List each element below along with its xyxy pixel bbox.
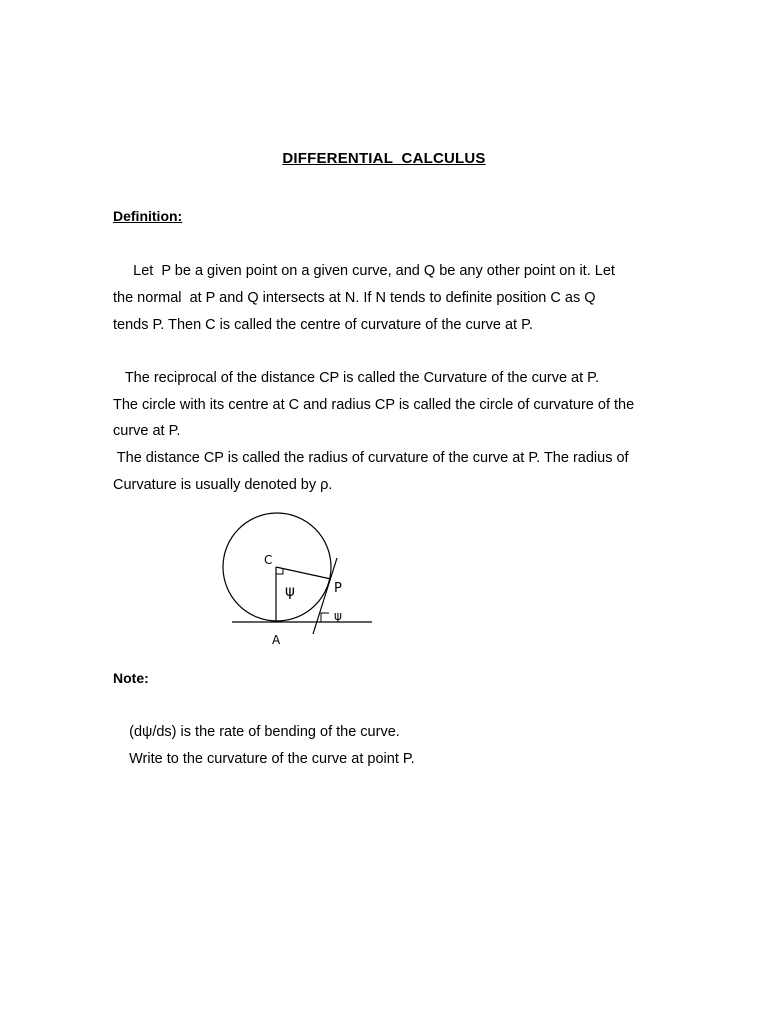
label-a: A [272,633,281,647]
definition-text-line: The reciprocal of the distance CP is called the Curvature of the curve at P. [113,370,600,386]
angle-mark-base [321,613,329,622]
note-text-line: Write to the curvature of the curve at point P. [113,751,415,767]
circle-of-curvature-diagram [220,510,380,650]
note-heading: Note: [113,670,149,686]
definition-text-line: The circle with its centre at C and radius CP is called the circle of curvature of the [113,397,635,413]
definition-text-line: Curvature is usually denoted by ρ. [113,477,333,493]
label-psi-inner: ψ [285,582,295,600]
note-text-line: (dψ/ds) is the rate of bending of the curve. [113,724,400,740]
radius-cp [276,567,331,579]
definition-text-line: the normal at P and Q intersects at N. If N tends to definite position C as Q [113,290,596,306]
page-title: DIFFERENTIAL CALCULUS [282,150,486,167]
definition-heading: Definition: [113,208,183,224]
definition-text-line: curve at P. [113,423,181,439]
label-p: P [334,581,342,596]
definition-text-line: tends P. Then C is called the centre of curvature of the curve at P. [113,317,533,333]
label-c: C [264,553,273,567]
label-psi-outer: ψ [334,609,342,623]
definition-text-line: Let P be a given point on a given curve, and Q be any other point on it. Let [113,263,615,279]
definition-text-line: The distance CP is called the radius of curvature of the curve at P. The radius of [113,450,629,466]
